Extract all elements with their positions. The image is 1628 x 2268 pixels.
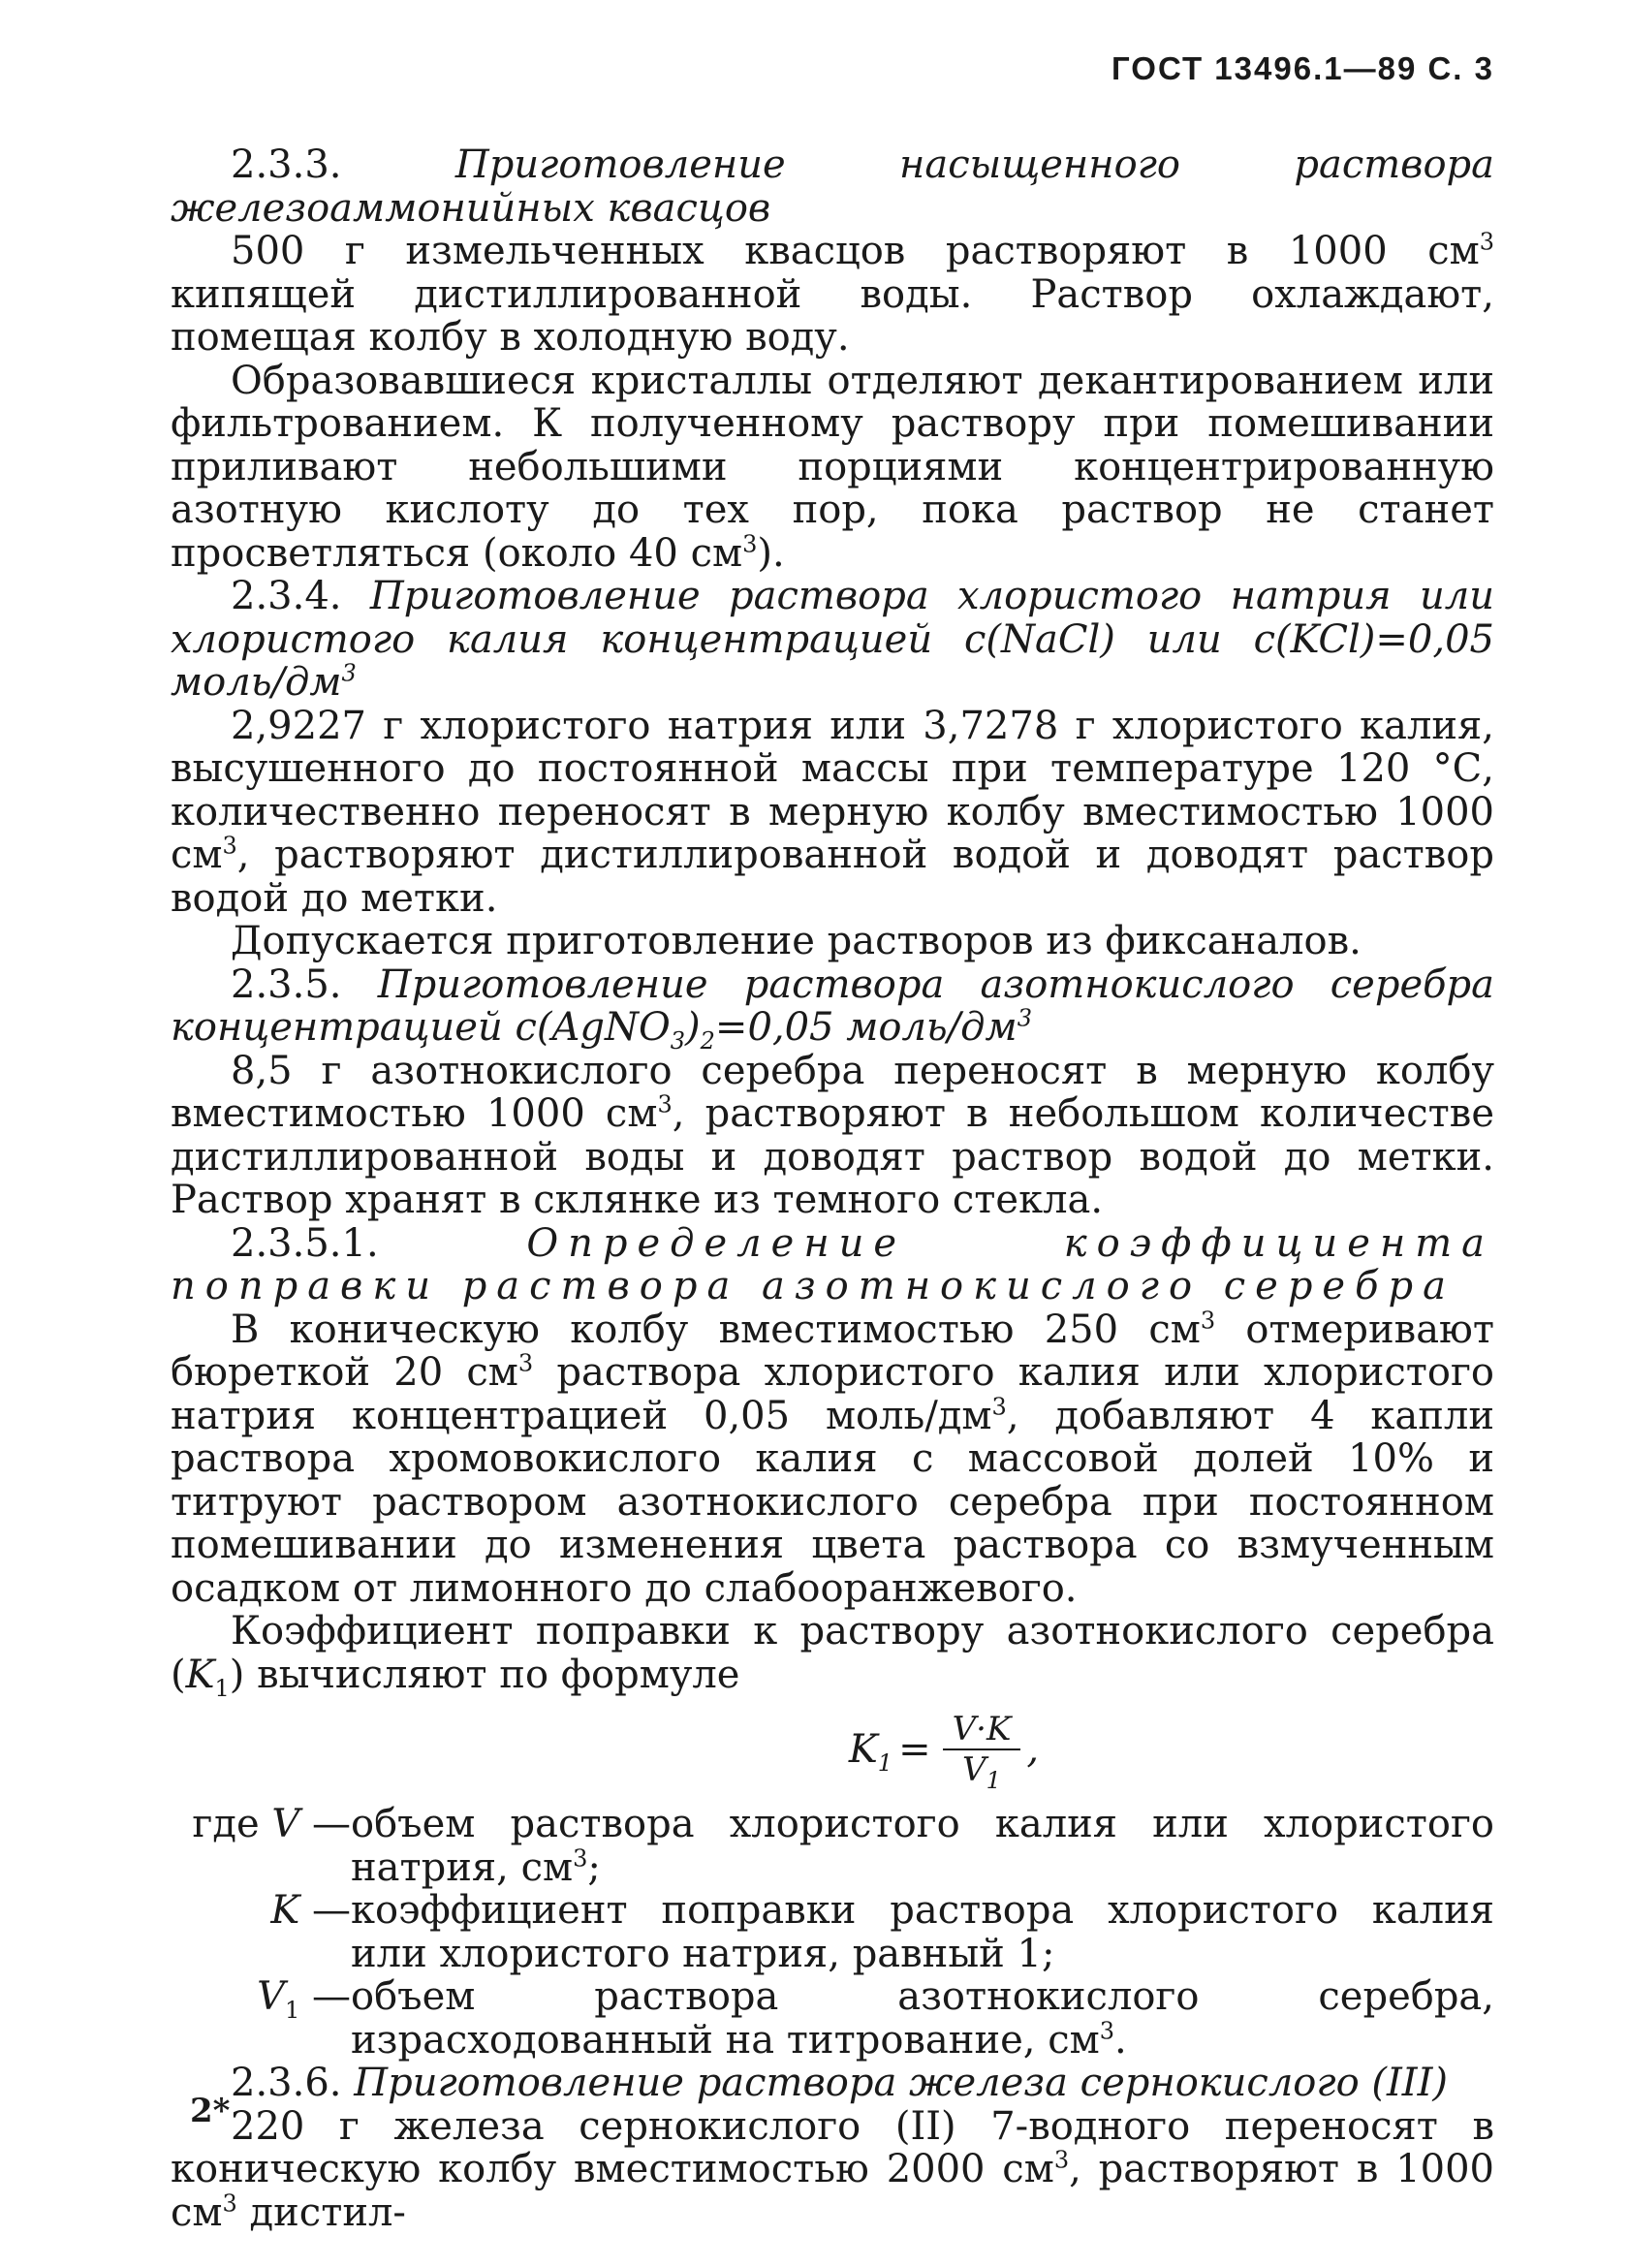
- section-number: 2.3.5.1.: [231, 1220, 379, 1266]
- formula-lhs: $K_1$: [848, 1726, 893, 1777]
- where-row-v: где V — объем раствора хлористого калия или хлористого натрия, $см^3$;: [192, 1802, 1494, 1890]
- section-title: Приготовление раствора хлористого натрия или хлористого калия концентрацией c(NaCl) или c(KCl)=0,05 моль/$дм^3$: [171, 574, 1494, 705]
- section-number: 2.3.3.: [231, 142, 342, 187]
- formula: [171, 1696, 1494, 1803]
- formula-tail: ,: [1026, 1726, 1040, 1772]
- signature-mark: 2*: [190, 2092, 231, 2130]
- paragraph: 8,5 г азотнокислого серебра переносят в мерную колбу вместимостью 1000 $см^3$, растворяют в небольшом количестве дистиллированной воды и доводят раствор водой до метки. Раствор хранят в склянке из темного стекла.: [171, 1048, 1494, 1222]
- section-2-3-6-heading: [171, 2062, 1494, 2105]
- section-2-3-5-1-heading: [171, 1222, 1494, 1308]
- section-title: Приготовление раствора железа сернокислого (III): [354, 2061, 1449, 2105]
- formula-denominator: $V_1$: [962, 1750, 1001, 1794]
- section-number: 2.3.6.: [231, 2061, 342, 2105]
- paragraph: В коническую колбу вместимостью 250 $см^3$ отмеривают бюреткой 20 $см^3$ раствора хлористого калия или хлористого натрия концентрацией 0,05 моль/$дм^3$, добавляют 4 капли раствора хромовокислого калия с массовой долей 10% и титруют раствором азотнокислого серебра при постоянном помешивании до изменения цвета раствора со взмученным осадком от лимонного до слабооранжевого.: [171, 1307, 1495, 1611]
- section-number: 2.3.5.: [231, 961, 342, 1007]
- paragraph: Допускается приготовление растворов из фиксаналов.: [231, 919, 1362, 963]
- section-2-3-3-heading: [171, 143, 1494, 230]
- formula-fraction: [943, 1710, 1021, 1794]
- section-title: Приготовление насыщенного раствора железоаммонийных квасцов: [171, 142, 1494, 231]
- section-title: Определение коэффициента поправки раствора азотнокислого серебра: [171, 1220, 1494, 1308]
- section-2-3-5-heading: [171, 961, 1494, 1055]
- page-header: ГОСТ 13496.1—89 С. 3: [1111, 50, 1494, 86]
- paragraph: 500 г измельченных квасцов растворяют в 1000 $см^3$ кипящей дистиллированной воды. Раствор охлаждают, помещая колбу в холодную воду.: [171, 228, 1494, 360]
- paragraph: Образовавшиеся кристаллы отделяют декантированием или фильтрованием. К полученному раствору при помешивании приливают небольшими порциями концентрированную азотную кислоту до тех пор, пока раствор не станет просветляться (около 40 $см^3$).: [171, 358, 1494, 576]
- paragraph: 220 г железа сернокислого (II) 7-водного переносят в коническую колбу вместимостью 2000 $см^3$, растворяют в 1000 $см^3$ дистил-: [171, 2103, 1494, 2235]
- section-number: 2.3.4.: [231, 574, 342, 618]
- where-row-k: K — коэффициент поправки раствора хлористого калия или хлористого натрия, равный 1;: [270, 1888, 1494, 1976]
- formula-numerator: V·K: [943, 1710, 1021, 1750]
- document-body: [171, 143, 1494, 2234]
- where-row-v1: $V_1$ — объем раствора азотнокислого серебра, израсходованный на титрование, $см^3$.: [257, 1974, 1494, 2063]
- section-title: Приготовление раствора азотнокислого серебра концентрацией $c(AgNO_3)_2=0,05$ моль/$дм^3$: [171, 961, 1494, 1055]
- formula-eq: =: [898, 1726, 931, 1772]
- paragraph: Коэффициент поправки к раствору азотнокислого серебра $(K_1)$ вычисляют по формуле: [171, 1609, 1494, 1702]
- section-2-3-4-heading: [171, 575, 1494, 705]
- paragraph: 2,9227 г хлористого натрия или 3,7278 г хлористого калия, высушенного до постоянной массы при температуре 120 °С, количественно переносят в мерную колбу вместимостью 1000 $см^3$, растворяют дистиллированной водой и доводят раствор водой до метки.: [171, 703, 1494, 921]
